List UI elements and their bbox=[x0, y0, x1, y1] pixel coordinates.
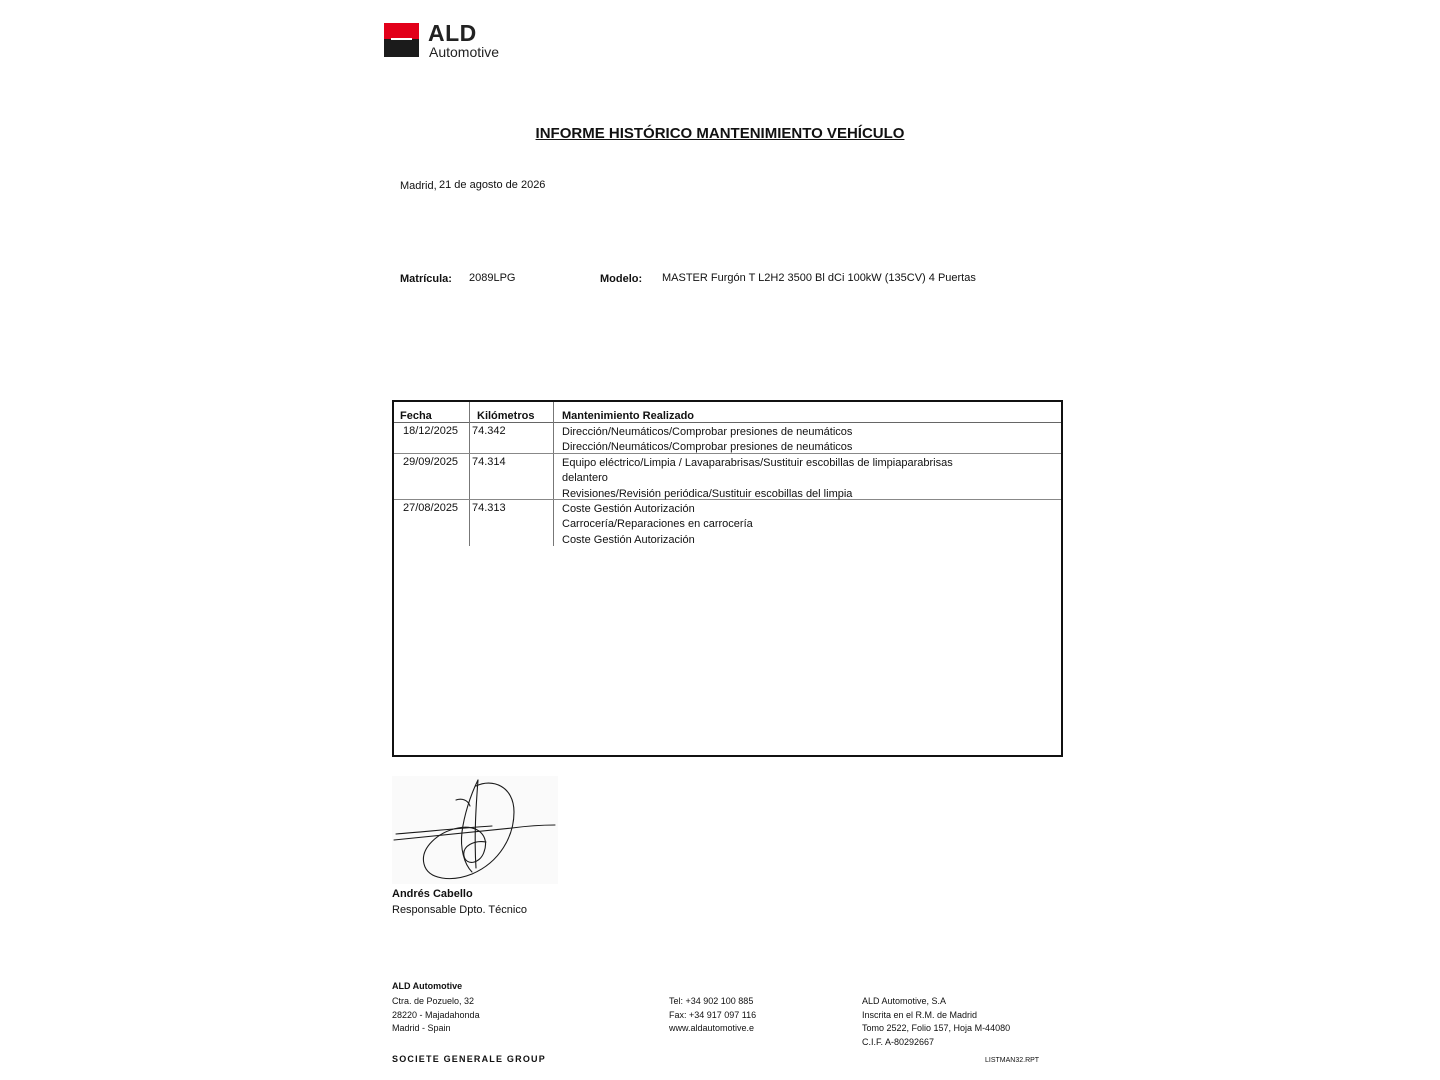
contact-line: Tel: +34 902 100 885 bbox=[669, 996, 754, 1006]
address-line: 28220 - Majadahonda bbox=[392, 1009, 480, 1020]
row-maintenance bbox=[562, 456, 953, 502]
maintenance-item: Coste Gestión Autorización bbox=[562, 503, 695, 515]
footer-contact bbox=[669, 995, 756, 1036]
logo-text-automotive: Automotive bbox=[429, 44, 500, 60]
footer-address bbox=[392, 995, 480, 1036]
document-title: INFORME HISTÓRICO MANTENIMIENTO VEHÍCULO bbox=[535, 125, 905, 142]
maintenance-item: Revisiones/Revisión periódica/Sustituir escobillas del limpia bbox=[562, 487, 853, 500]
legal-line: ALD Automotive, S.A bbox=[862, 996, 947, 1006]
row-date: 18/12/2025 bbox=[403, 425, 459, 437]
address-line: Ctra. de Pozuelo, 32 bbox=[392, 996, 475, 1006]
footer-company: ALD Automotive bbox=[392, 981, 463, 991]
plate-label: Matrícula: bbox=[400, 273, 452, 285]
place-label: Madrid, bbox=[400, 180, 437, 192]
row-km: 74.342 bbox=[472, 425, 506, 437]
column-header-maintenance: Mantenimiento Realizado bbox=[562, 410, 695, 422]
row-date: 29/09/2025 bbox=[403, 456, 459, 468]
column-divider-desc bbox=[553, 402, 554, 546]
legal-line: C.I.F. A-80292667 bbox=[862, 1036, 935, 1047]
address-line: Madrid - Spain bbox=[392, 1023, 451, 1034]
column-header-date: Fecha bbox=[400, 410, 432, 422]
column-divider-km bbox=[469, 402, 470, 546]
model-label: Modelo: bbox=[600, 273, 643, 285]
column-header-km: Kilómetros bbox=[477, 410, 535, 422]
legal-line: Inscrita en el R.M. de Madrid bbox=[862, 1009, 978, 1020]
report-code: LISTMAN32.RPT bbox=[985, 1057, 1040, 1064]
report-date: 21 de agosto de 2026 bbox=[439, 179, 546, 191]
company-logo bbox=[384, 23, 419, 57]
model-value: MASTER Furgón T L2H2 3500 Bl dCi 100kW (135CV) 4 Puertas bbox=[662, 272, 976, 284]
maintenance-item: delantero bbox=[562, 472, 608, 485]
maintenance-item: Carrocería/Reparaciones en carrocería bbox=[562, 518, 753, 531]
maintenance-item: Coste Gestión Autorización bbox=[562, 533, 695, 546]
contact-line: www.aldautomotive.e bbox=[669, 1023, 755, 1034]
maintenance-item: Dirección/Neumáticos/Comprobar presiones de neumáticos bbox=[562, 441, 853, 454]
plate-value: 2089LPG bbox=[469, 272, 516, 284]
row-maintenance bbox=[562, 425, 852, 456]
legal-line: Tomo 2522, Folio 157, Hoja M-44080 bbox=[862, 1023, 1011, 1034]
contact-line: Fax: +34 917 097 116 bbox=[669, 1009, 757, 1020]
logo-red-block bbox=[384, 23, 419, 39]
signatory-name: Andrés Cabello bbox=[392, 888, 473, 900]
signature-image bbox=[392, 776, 558, 884]
maintenance-item: Equipo eléctrico/Limpia / Lavaparabrisas/Sustituir escobillas de limpiaparabrisas bbox=[562, 457, 953, 469]
logo-white-bar bbox=[391, 38, 412, 40]
logo-text-ald: ALD bbox=[428, 20, 477, 46]
row-maintenance bbox=[562, 502, 753, 548]
table-header-divider bbox=[394, 422, 1061, 423]
footer-legal bbox=[862, 995, 1010, 1049]
row-km: 74.314 bbox=[472, 456, 506, 468]
group-label: SOCIETE GENERALE GROUP bbox=[392, 1054, 546, 1064]
signatory-role: Responsable Dpto. Técnico bbox=[392, 904, 527, 916]
row-date: 27/08/2025 bbox=[403, 502, 459, 514]
row-km: 74.313 bbox=[472, 502, 506, 514]
maintenance-item: Dirección/Neumáticos/Comprobar presiones de neumáticos bbox=[562, 426, 853, 438]
